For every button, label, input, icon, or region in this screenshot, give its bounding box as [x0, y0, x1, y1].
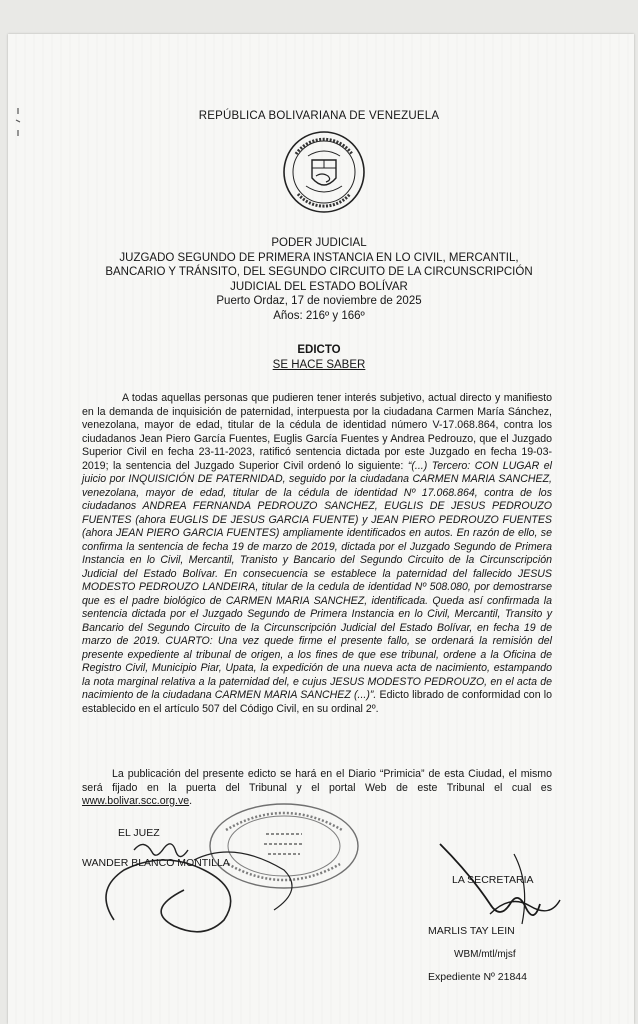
- document-subtitle: SE HACE SABER: [272, 359, 366, 371]
- quoted-ruling: “(...) Tercero: CON LUGAR el juicio por INQUISICIÓN DE PATERNIDAD, seguido por la ciudadana CARMEN MARIA SANCHEZ, venezolana, mayor de edad, titular de la cédula de identidad Nº 17.068.864, contra de los ciudadanos ANDREA FERNANDA PEDROUZO SANCHEZ, EUGLIS DE JESUS PEDROUZO FUENTES (ahora EUGLIS DE JESUS GARCIA FUENTE) y JEAN PIERO PEDROUZO FUENTES (ahora JEAN PIERO GARCIA FUENTES) ampliamente identificados en autos. En razón de ello, se confirma la sentencia de fecha 19 de marzo de 2019, dictada por el Juzgado Segundo de Primera Instancia en lo Civil, Mercantil, Tranisto y Bancario del Segundo Circuito de la Circunscripción Judicial del Estado Bolívar. En consecuencia se establece la paternidad del fallecido JESUS MODESTO PEDROUZO LANDEIRA, titular de la cedula de identidad Nº 508.080, por demostrarse que es el padre biológico de CARMEN MARIA SANCHEZ, identificada. Queda así confirmada la sentencia dictada por el Juzgado Segundo de Primera Instancia en lo Civil, Mercantil, Transito y Bancario del Segundo Circuito de la Circunscripción Judicial del Estado Bolívar, en fecha 19 de marzo de 2019. CUARTO: Una vez quede firme el presente fallo, se ordenará la remisión del presente expediente al tribunal de origen, a los fines de que ese tribunal, ordene a la Oficina de Registro Civil, Municipio Piar, Upata, la expedición de una nueva acta de nacimiento, estampando la nota marginal relativa a la paternidad del, e cujus JESUS MODESTO PEDROUZO, en el acta de nacimiento de la ciudadana CARMEN MARIA SANCHEZ (...)”.: [82, 459, 552, 701]
- paragraph-text: Edicto librado de conformidad con lo establecido en el artículo 507 del Código Civil, en su ordinal 2º.: [82, 689, 552, 715]
- document-title: EDICTO: [297, 344, 341, 356]
- website-link[interactable]: www.bolivar.scc.org.ve: [82, 795, 190, 807]
- reference-initials: WBM/mtl/mjsf: [454, 949, 516, 960]
- file-number: Expediente Nº 21844: [428, 971, 527, 983]
- header-line: Años: 216º y 166º: [273, 309, 365, 322]
- header-line: JUDICIAL DEL ESTADO BOLÍVAR: [230, 280, 408, 293]
- judge-signature: [84, 830, 314, 940]
- header-line: Puerto Ordaz, 17 de noviembre de 2025: [216, 295, 422, 307]
- header-line: BANCARIO Y TRÁNSITO, DEL SEGUNDO CIRCUITO DE LA CIRCUNSCRIPCIÓN: [105, 266, 533, 278]
- paragraph-text: A todas aquellas personas que pudieren tener interés subjetivo, actual directo y manifiesto en la demanda de inquisición de paternidad, interpuesta por la ciudadana Carmen María Sánchez, venezolana, mayor de edad, titular de la cédula de identidad número V-17.068.864, contra los ciudadanos Jean Piero García Fuentes, Euglis García Fuentes y Andrea Pedrouzo, que el Juzgado Superior Civil en fecha 23-11-2023, ratificó sentencia dictada por este Juzgado en fecha 19-03-2019; la sentencia del Juzgado Superior Civil ordenó lo siguiente:: [82, 392, 552, 472]
- republic-heading: REPÚBLICA BOLIVARIANA DE VENEZUELA: [198, 110, 440, 122]
- body-paragraph-1: [82, 392, 552, 716]
- secretary-name: MARLIS TAY LEIN: [428, 925, 515, 937]
- judge-title: EL JUEZ: [118, 827, 160, 839]
- header-line: PODER JUDICIAL: [271, 237, 367, 249]
- court-header: [0, 236, 638, 323]
- secretary-title: LA SECRETARIA: [452, 874, 534, 886]
- national-seal-emblem: [282, 130, 366, 214]
- paragraph-text: .: [189, 795, 193, 807]
- header-line: JUZGADO SEGUNDO DE PRIMERA INSTANCIA EN LO CIVIL, MERCANTIL,: [119, 251, 519, 264]
- judge-name: WANDER BLANCO MONTILLA: [82, 857, 230, 869]
- paragraph-text: La publicación del presente edicto se hará en el Diario “Primicia” de esta Ciudad, el mismo será fijado en la puerta del Tribunal y el portal Web de este Tribunal el cual es: [82, 768, 552, 794]
